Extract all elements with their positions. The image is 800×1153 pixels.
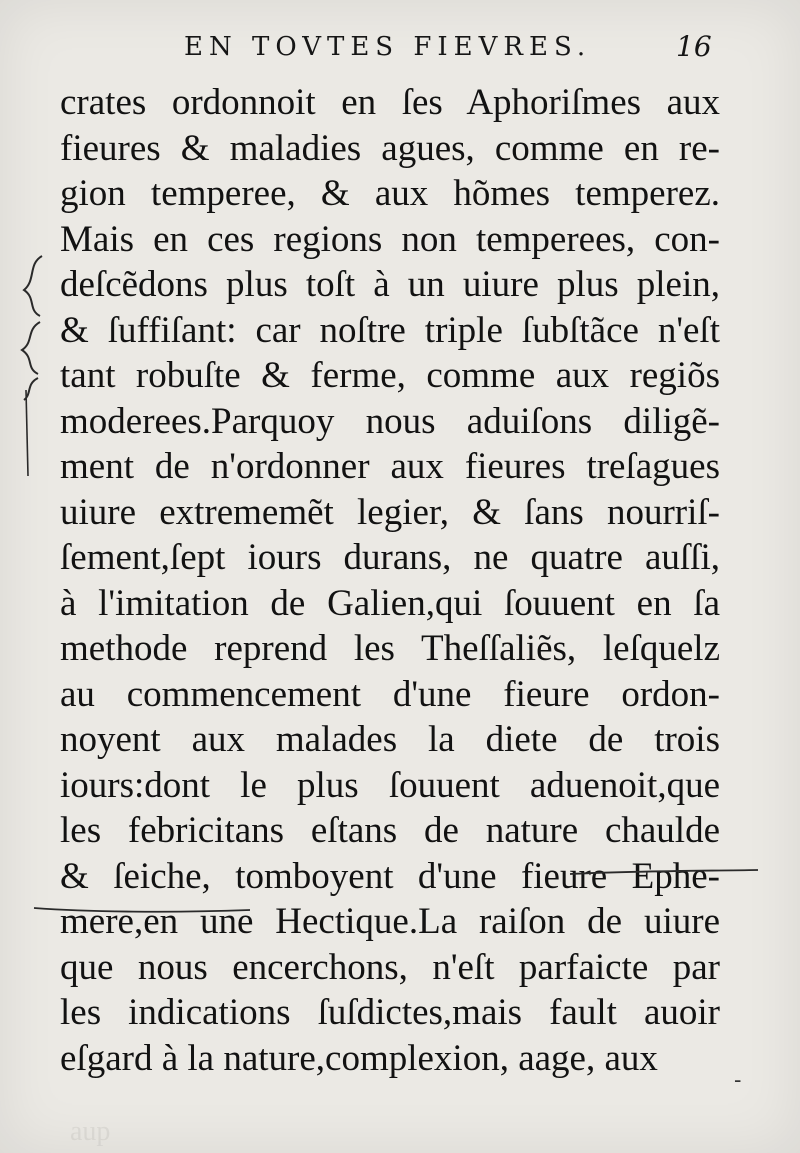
folio-number: 16 xyxy=(676,30,712,63)
text-line: noyent aux malades la diete de trois xyxy=(60,719,720,760)
text-line: iours:dont le plus ſouuent aduenoit,que xyxy=(60,764,720,806)
text-line: & ſeiche, tomboyent d'une fieure Ephe- xyxy=(60,855,720,897)
catchword-tick: - xyxy=(734,1068,742,1093)
bleed-through-ghost: aup xyxy=(70,1116,111,1147)
text-line: & ſuffiſant: car noſtre triple ſubſtãce n'eſt xyxy=(60,309,720,351)
text-line: au commencement d'une fieure ordon- xyxy=(60,673,720,715)
text-line: mere,en une Hectique.La raiſon de uiure xyxy=(60,901,720,942)
text-line: Mais en ces regions non temperees, con- xyxy=(60,218,720,260)
text-line: à l'imitation de Galien,qui ſouuent en ſa xyxy=(60,582,720,624)
text-line: les febricitans eſtans de nature chaulde xyxy=(60,810,720,851)
text-line: deſcẽdons plus toſt à un uiure plus plein, xyxy=(60,264,720,305)
text-line: eſgard à la nature,complexion, aage, aux xyxy=(60,1037,658,1079)
text-line: moderees.Parquoy nous aduiſons diligẽ- xyxy=(60,400,720,442)
text-line: methode reprend les Theſſaliẽs, leſquelz xyxy=(60,628,720,669)
text-line: tant robuſte & ferme, comme aux regiõs xyxy=(60,355,720,396)
running-title: EN TOVTES FIEVRES. xyxy=(184,32,592,62)
handwritten-underline-mark xyxy=(30,840,760,920)
text-line: les indications ſuſdictes,mais fault auoir xyxy=(60,992,720,1033)
text-line: ſement,ſept iours durans, ne quatre auſſi, xyxy=(60,537,720,578)
text-line: crates ordonnoit en ſes Aphoriſmes aux xyxy=(60,82,720,123)
marginal-bracket-mark xyxy=(14,250,54,480)
text-line: gion temperee, & aux hõmes temperez. xyxy=(60,173,720,214)
text-line: fieures & maladies agues, comme en re- xyxy=(60,127,720,169)
running-head xyxy=(0,32,800,72)
text-line: uiure extrememẽt legier, & ſans nourriſ- xyxy=(60,491,720,533)
text-line: que nous encerchons, n'eſt parfaicte par xyxy=(60,946,720,988)
text-line: ment de n'ordonner aux fieures treſagues xyxy=(60,446,720,487)
body-text xyxy=(40,80,740,1081)
